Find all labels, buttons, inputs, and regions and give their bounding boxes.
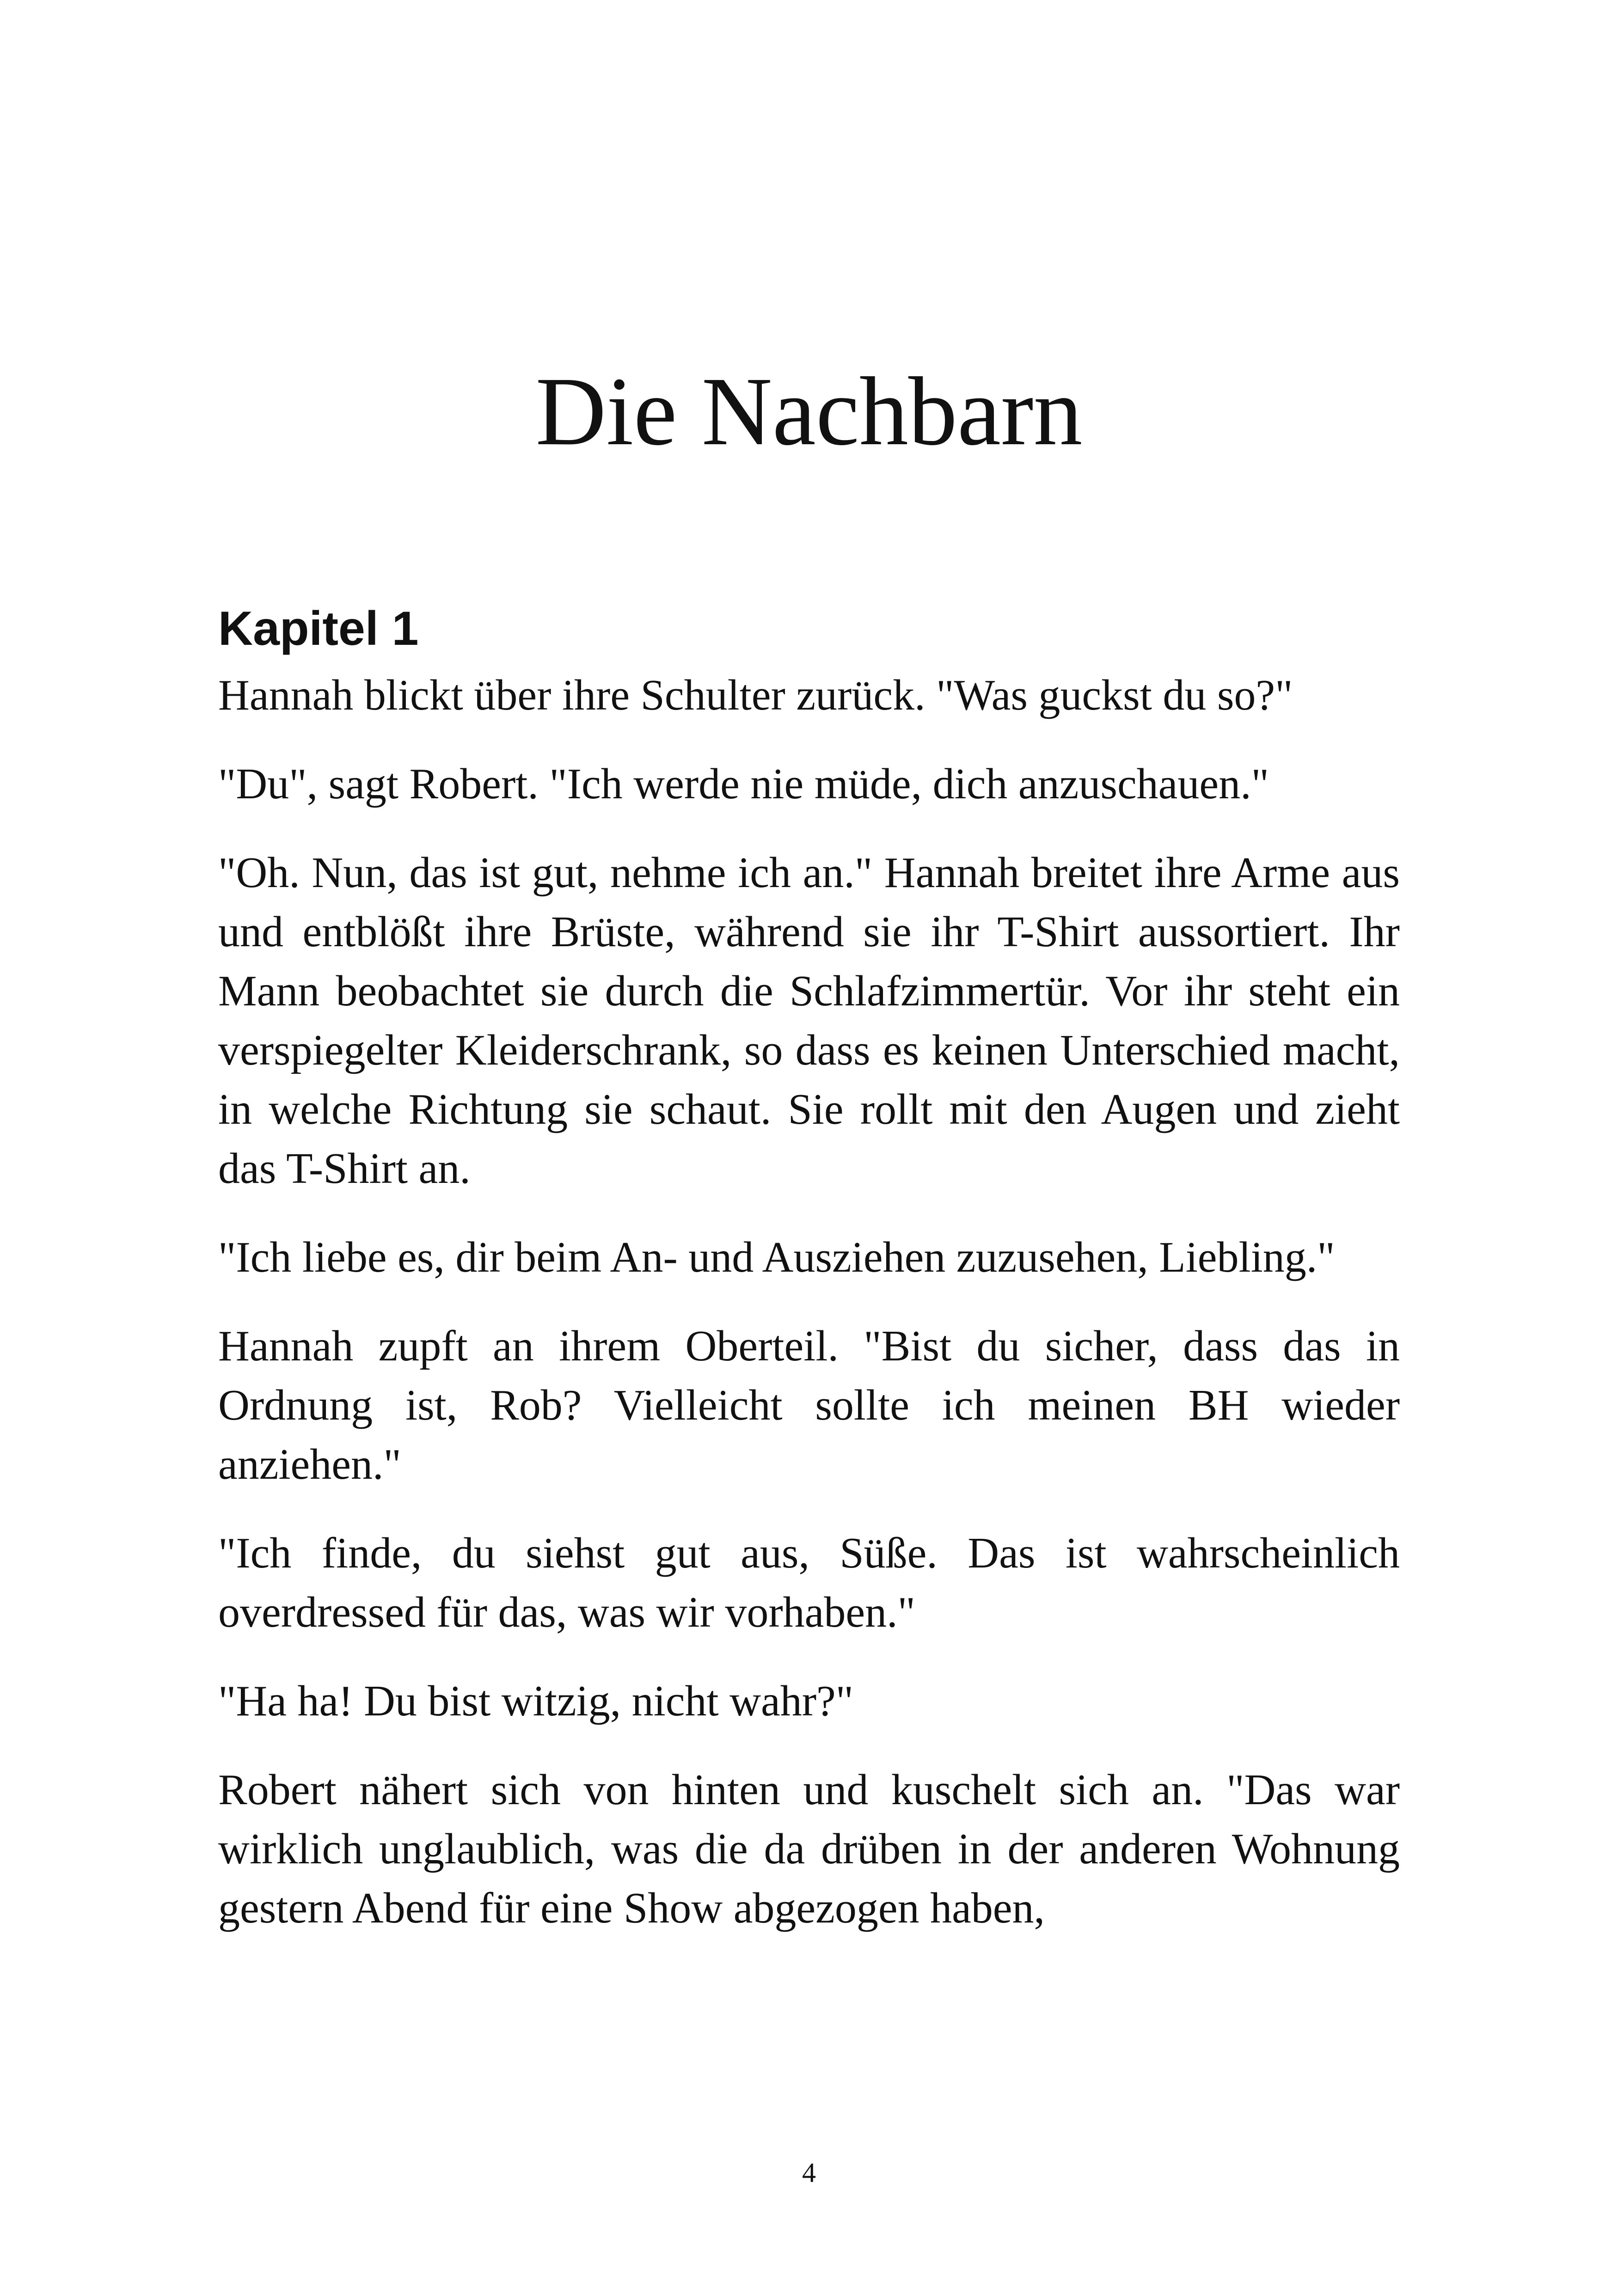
page-number: 4 bbox=[802, 2157, 816, 2188]
paragraph: "Ich liebe es, dir beim An- und Ausziehen zuzusehen, Liebling." bbox=[218, 1233, 1335, 1281]
paragraph: "Ich finde, du siehst gut aus, Süße. Das ist wahrscheinlich overdressed für das, was wir vorhaben." bbox=[218, 1529, 1400, 1636]
paragraph: "Oh. Nun, das ist gut, nehme ich an." Hannah breitet ihre Arme aus und entblößt ihre Brüste, während sie ihr T-Shirt aussortiert. Ihr Mann beobachtet sie durch die Schlafzimmertür. Vor ihr steht ein verspiegelter Kleiderschrank, so dass es keinen Unterschied macht, in welche Richtung sie schaut. Sie rollt mit den Augen und zieht das T-Shirt an. bbox=[218, 849, 1400, 1193]
chapter-body bbox=[218, 666, 1400, 1967]
paragraph: "Ha ha! Du bist witzig, nicht wahr?" bbox=[218, 1677, 854, 1725]
book-title: Die Nachbarn bbox=[535, 357, 1083, 465]
paragraph: Robert nähert sich von hinten und kuschelt sich an. "Das war wirklich unglaublich, was die da drüben in der anderen Wohnung gestern Abend für eine Show abgezogen haben, bbox=[218, 1766, 1400, 1932]
paragraph: Hannah blickt über ihre Schulter zurück. "Was guckst du so?" bbox=[218, 671, 1293, 719]
paragraph: Hannah zupft an ihrem Oberteil. "Bist du sicher, dass das in Ordnung ist, Rob? Vielleicht sollte ich meinen BH wieder anziehen." bbox=[218, 1322, 1400, 1488]
chapter-heading: Kapitel 1 bbox=[218, 602, 419, 655]
paragraph: "Du", sagt Robert. "Ich werde nie müde, dich anzuschauen." bbox=[218, 760, 1269, 808]
